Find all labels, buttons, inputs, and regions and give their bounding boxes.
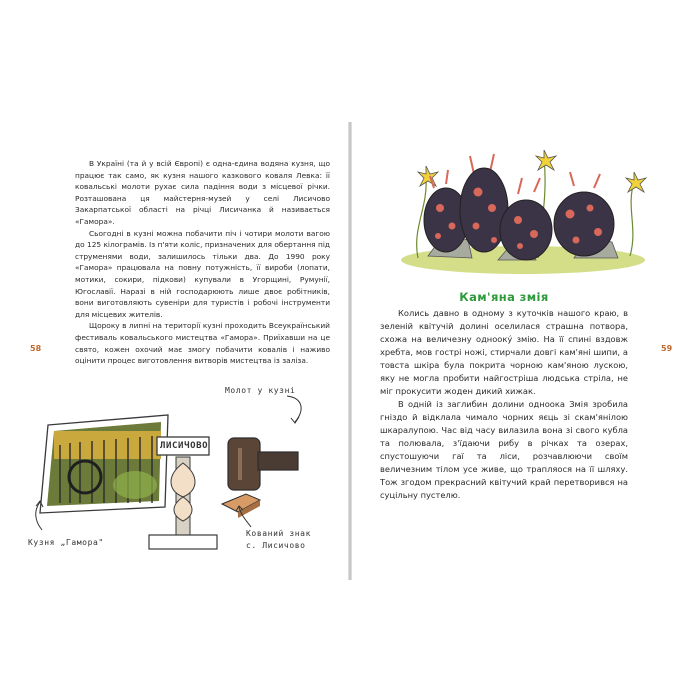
sign-plate-text: ЛИСИЧОВО (160, 441, 209, 451)
story-title: Кам'яна змія (459, 290, 549, 304)
caption-sign-line1: Кований знак (246, 529, 311, 538)
left-paragraph-1: В Україні (та й у всій Європі) є одна-єдина водяна кузня, що працює так само, як кузня нашого казкового коваля Левка: її ковальські молоти рухає сила падіння води з місцевої річки. Розташована ця майстерня-музей у селі Лисичово Закарпатської області на річці Лисичанка й називається «Гамора». (75, 159, 330, 226)
stone-eggs-illustration (398, 148, 648, 278)
arrow-to-forge (30, 500, 50, 535)
page-number-right: 59 (661, 344, 673, 353)
arrow-to-sign (235, 505, 255, 530)
arrow-to-hammer (285, 392, 315, 427)
right-paragraph-1: Колись давно в одному з куточків нашого краю, в зеленій квітучій долині оселилася страшна потвора, схожа на величезну одноокý змію. На її спині вздовж хребта, мов гострі ножі, стирчали довгі кам'яні шипи, а товста шкіра була покрита чорною кам'яною лускою, яку не могла пробити найгостріша людська стріла, не міг прокусити жоден дикий хижак. (380, 308, 628, 396)
book-spine (348, 122, 352, 580)
left-paragraph-3: Щороку в липні на території кузні проходить Всеукраїнський фестиваль ковальського мистецтва «Гамора». Приїхавши на це свято, кожен охочий має змогу побачити ковалів і наживо оцінити процес виготовлення витворів мистецтва із заліза. (75, 321, 330, 366)
right-page-text (380, 307, 628, 502)
caption-forge: Кузня „Гамора" (28, 538, 104, 547)
left-page-text (75, 158, 330, 367)
left-paragraph-2: Сьогодні в кузні можна побачити піч і чотири молоти вагою до 125 кілограмів. Із п'яти коліс, призначених для обертання під струменями води, залишилось тільки два. До 1990 року «Гамора» працювала на повну потужність, її вироби (лопати, мотики, сокири, підкови) купували в Угорщині, Румунії, Югославії. Наразі в ній господарюють лише двоє робітників, вони виготовляють сувеніри для туристів і робочі інструменти для місцевих жителів. (75, 228, 330, 319)
right-paragraph-2: В одній із заглибин долини одноока Змія зробила гніздо й відклала чимало чорних яєць зі скам'янілою шкаралупою. Час від часу вилазила вона зі свого кубла та полювала, з'їдаючи рибу в річках та озерах, спустошуючи гаї та ліси, розчавлюючи своїм величезним тілом усе живе, що трапляося на її шляху. Тож згодом прекрасний квітучий край перетворився на суцільну пустелю. (380, 399, 628, 500)
caption-hammer: Молот у кузні (225, 386, 296, 395)
caption-sign-line2: с. Лисичово (246, 541, 306, 550)
hammer-illustration (220, 428, 310, 523)
page-number-left: 58 (30, 344, 42, 353)
forged-sign-illustration (145, 435, 220, 555)
